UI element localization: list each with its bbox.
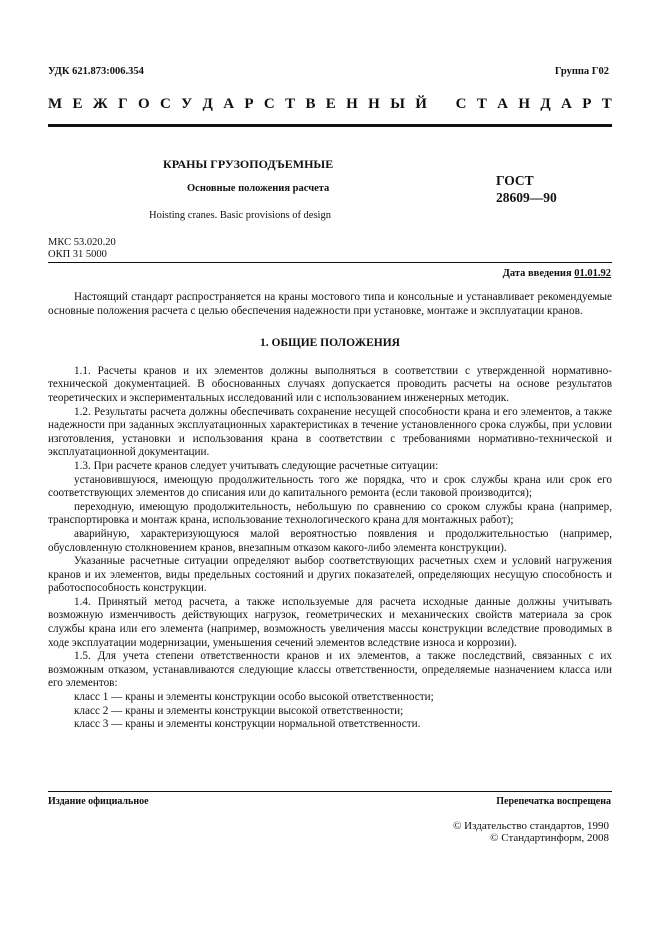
banner-letter: Н bbox=[346, 96, 358, 112]
document-body bbox=[48, 291, 612, 732]
gost-label: ГОСТ bbox=[496, 173, 534, 188]
banner-letter: Д bbox=[202, 96, 213, 112]
banner-letter: Т bbox=[601, 96, 612, 112]
english-title: Hoisting cranes. Basic provisions of design bbox=[149, 210, 331, 221]
interstate-standard-banner bbox=[48, 96, 612, 113]
introduction-date-label: Дата введения bbox=[502, 268, 575, 279]
header-divider bbox=[48, 124, 612, 127]
reprint-prohibited-label: Перепечатка воспрещена bbox=[496, 796, 611, 807]
banner-letter: Т bbox=[285, 96, 296, 112]
banner-letter: М bbox=[48, 96, 63, 112]
introduction-date bbox=[503, 268, 611, 279]
banner-letter: Й bbox=[415, 96, 427, 112]
banner-letter: С bbox=[455, 96, 467, 112]
banner-letter: Е bbox=[72, 96, 83, 112]
udk-code: УДК 621.873:006.354 bbox=[48, 66, 144, 77]
banner-letter: В bbox=[305, 96, 316, 112]
copyright-line: © Стандартинформ, 2008 bbox=[490, 832, 609, 844]
gost-number: 28609—90 bbox=[496, 190, 557, 205]
banner-letter: У bbox=[181, 96, 193, 112]
paragraph-1-1: 1.1. Расчеты кранов и их элементов должны выполняться в соответствии с утвержденной нормативно-технической документацией. В обоснованных случаях допускается проводить расчеты на основе результатов теоретических и экспериментальных исследований или с использованием инженерных методик. bbox=[48, 364, 612, 404]
document-title: КРАНЫ ГРУЗОПОДЪЕМНЫЕ bbox=[163, 157, 334, 171]
gost-designation bbox=[496, 172, 557, 206]
banner-letter: А bbox=[223, 96, 235, 112]
classification-codes bbox=[48, 237, 116, 261]
document-subtitle: Основные положения расчета bbox=[187, 183, 330, 194]
banner-letter: А bbox=[497, 96, 509, 112]
banner-letter: Е bbox=[325, 96, 336, 112]
banner-letter: Ж bbox=[92, 96, 108, 112]
banner-letter: Г bbox=[118, 96, 128, 112]
banner-letter: Р bbox=[244, 96, 254, 112]
official-edition-label: Издание официальное bbox=[48, 796, 149, 807]
copyright-block bbox=[453, 820, 609, 844]
banner-letter: С bbox=[263, 96, 275, 112]
introduction-date-value: 01.01.92 bbox=[574, 268, 611, 279]
paragraph-1-3: 1.3. При расчете кранов следует учитывать следующие расчетные ситуации: bbox=[74, 459, 439, 472]
paragraph-1-2: 1.2. Результаты расчета должны обеспечивать сохранение несущей способности крана и его элементов, а также надежности при заданных эксплуатационных характеристиках в течение установленного срока службы, при условии изготовления, установки и использования крана в соответствии с требованиями нормативно-технической и эксплуатационной документации. bbox=[48, 405, 612, 459]
paragraph-1-3-note: Указанные расчетные ситуации определяют выбор соответствующих расчетных схем и условий нагружения кранов и их элементов, виды предельных состояний и других показателей, определяющих несущую способность и работоспособность конструкции. bbox=[48, 555, 612, 595]
paragraph-1-5: 1.5. Для учета степени ответственности кранов и их элементов, а также последствий, связанных с их возможным отказом, устанавливаются следующие классы ответственности, определяемые назначением класса или его элементов: bbox=[48, 650, 612, 690]
banner-letter: А bbox=[561, 96, 572, 112]
banner-letter: О bbox=[137, 96, 150, 112]
class-1-item: класс 1 — краны и элементы конструкции особо высокой ответственности; bbox=[74, 691, 434, 704]
paragraph-1-3-transitional: переходную, имеющую продолжительность, небольшую по сравнению со сроком службы крана (например, транспортировка и монтаж крана, использование технологического крана для монтажных работ); bbox=[48, 500, 612, 527]
mks-code: МКС 53.020.20 bbox=[48, 237, 116, 248]
banner-letter: Д bbox=[540, 96, 551, 112]
class-3-item: класс 3 — краны и элементы конструкции нормальной ответственности. bbox=[74, 718, 421, 731]
banner-letter: Н bbox=[518, 96, 531, 112]
banner-letter: С bbox=[159, 96, 171, 112]
banner-letter: Т bbox=[476, 96, 487, 112]
paragraph-1-4: 1.4. Принятый метод расчета, а также используемые для расчета исходные данные должны учитывать возможную изменчивость действующих нагрузок, геометрических и механических свойств материала за срок службы крана или его элемента (например, возможность увеличения массы конструкции вследствие проводимых в ходе эксплуатации модернизации, уменьшения сечений элементов вследствие износа и коррозии). bbox=[48, 595, 612, 649]
banner-letter: Р bbox=[582, 96, 592, 112]
footer-divider bbox=[48, 791, 612, 792]
paragraph-1-3-steady: установившуюся, имеющую продолжительность того же порядка, что и срок службы крана или срок его соответствующих элементов до списания или до капитального ремонта (если таковой производится); bbox=[48, 473, 612, 500]
codes-divider bbox=[48, 262, 612, 263]
section-heading: 1. ОБЩИЕ ПОЛОЖЕНИЯ bbox=[260, 337, 400, 350]
banner-letter: Н bbox=[368, 96, 380, 112]
group-code: Группа Г02 bbox=[554, 66, 609, 77]
banner-gap bbox=[437, 96, 445, 113]
okp-code: ОКП 31 5000 bbox=[48, 249, 107, 260]
copyright-line: © Издательство стандартов, 1990 bbox=[453, 820, 609, 832]
class-2-item: класс 2 — краны и элементы конструкции высокой ответственности; bbox=[74, 704, 404, 717]
paragraph-1-3-emergency: аварийную, характеризующуюся малой вероятностью появления и продолжительностью (например, обусловленную столкновением кранов, внезапным отказом какого-либо элемента конструкции). bbox=[48, 527, 612, 554]
intro-paragraph: Настоящий стандарт распространяется на краны мостового типа и консольные и устанавливает рекомендуемые основные положения расчета с целью обеспечения надежности при установке, монтаже и эксплуатации кранов. bbox=[48, 291, 612, 317]
banner-letter: Ы bbox=[390, 96, 405, 112]
